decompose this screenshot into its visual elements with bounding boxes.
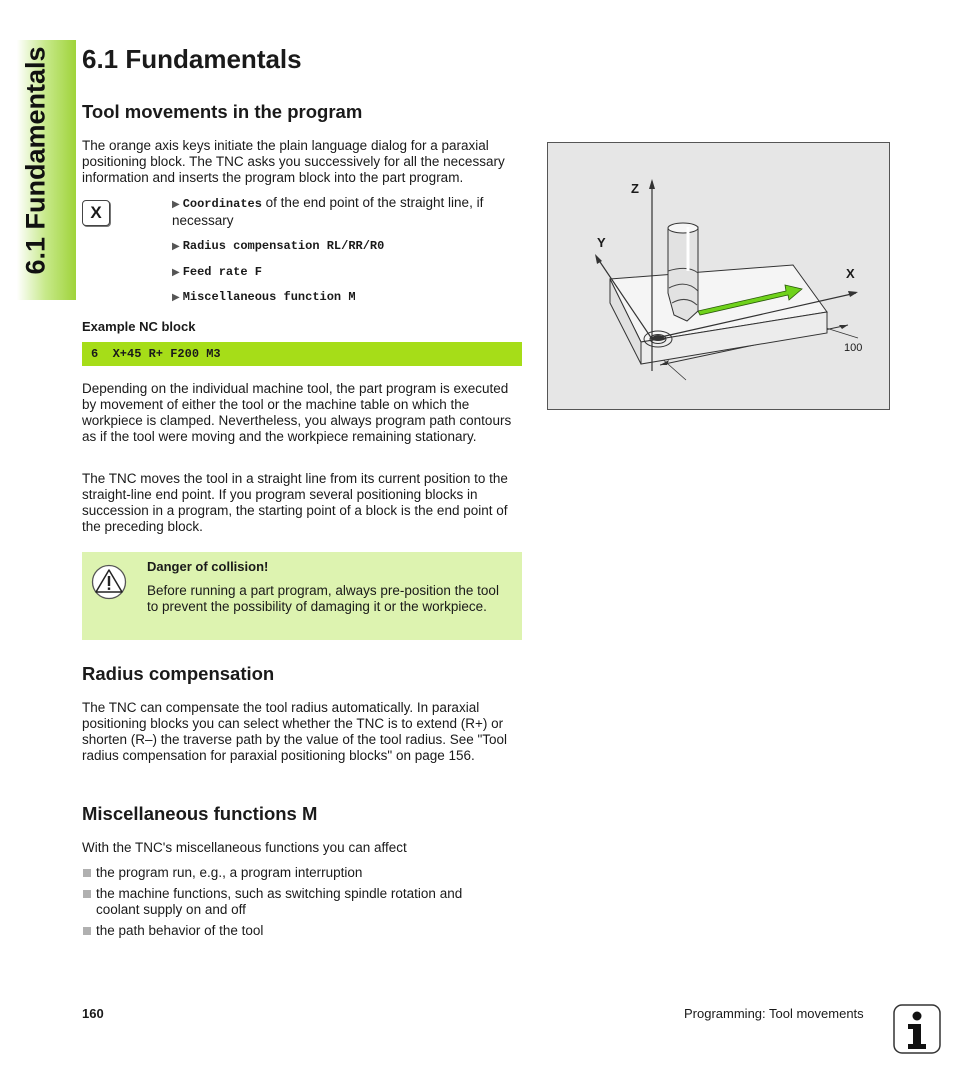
- triangle-bullet-icon: ▶: [172, 199, 180, 210]
- intro-paragraph: The orange axis keys initiate the plain language dialog for a paraxial positioning block. The TNC asks you successively for all the necessary information and inserts the program block into the part program.: [82, 138, 505, 185]
- paragraph-misc-intro: With the TNC's miscellaneous functions you can affect: [82, 840, 407, 855]
- paragraph-straight-line: The TNC moves the tool in a straight line from its current position to the straight-line end point. If you program several positioning blocks in succession in a program, the starting point of a block is the end point of the preceding block.: [82, 471, 508, 534]
- dimension-label: 100: [844, 342, 863, 354]
- warning-title: Danger of collision!: [147, 559, 269, 574]
- axis-label-y: Y: [597, 235, 606, 250]
- triangle-bullet-icon: ▶: [172, 292, 180, 303]
- page-number: 160: [82, 1006, 104, 1021]
- warning-text: Before running a part program, always pre-position the tool to prevent the possibility of damaging it or the workpiece.: [147, 583, 499, 614]
- info-icon: [893, 1004, 941, 1054]
- nc-block-bar: [82, 342, 522, 366]
- section-heading-radius-compensation: Radius compensation: [82, 663, 275, 684]
- axis-label-z: Z: [631, 181, 639, 196]
- list-item: [82, 865, 522, 881]
- axis-label-x: X: [846, 266, 855, 281]
- square-bullet-icon: [83, 869, 91, 877]
- nc-block-code: 6 X+45 R+ F200 M3: [91, 347, 221, 361]
- section-heading-tool-movements: Tool movements in the program: [82, 101, 363, 122]
- page-title: 6.1 Fundamentals: [82, 44, 302, 74]
- warning-triangle-icon: [91, 564, 127, 600]
- square-bullet-icon: [83, 927, 91, 935]
- dialog-step: [172, 237, 512, 255]
- step-code: Feed rate F: [182, 265, 262, 279]
- step-code: Coordinates: [182, 197, 262, 211]
- x-axis-key-icon: [82, 200, 110, 226]
- x-key-label: X: [90, 203, 102, 222]
- list-item-text: the path behavior of the tool: [96, 923, 264, 938]
- list-item-text: the machine functions, such as switching spindle rotation and coolant supply on and off: [96, 886, 463, 917]
- paragraph-machine-movement: Depending on the individual machine tool, the part program is executed by movement of either the tool or the machine table on which the workpiece is clamped. Nevertheless, you always program path contours as if the tool were moving and the workpiece remaining stationary.: [82, 381, 512, 444]
- section-heading-misc-functions: Miscellaneous functions M: [82, 803, 318, 824]
- footer-chapter: Programming: Tool movements: [684, 1006, 864, 1021]
- dialog-step: [172, 263, 512, 281]
- dialog-step: [172, 195, 512, 229]
- step-code: Radius compensation RL/RR/R0: [182, 239, 385, 253]
- list-item: [82, 886, 502, 918]
- step-text: of the end point of the straight line, if necessary: [172, 195, 484, 228]
- example-label: Example NC block: [82, 319, 196, 334]
- square-bullet-icon: [83, 890, 91, 898]
- side-tab: [6, 45, 66, 275]
- step-code: Miscellaneous function M: [182, 290, 356, 304]
- figure-drawing: [548, 143, 889, 409]
- paragraph-radius-compensation: The TNC can compensate the tool radius automatically. In paraxial positioning blocks you can select whether the TNC is to extend (R+) or shorten (R–) the traverse path by the value of the tool radius. See "Tool radius compensation for paraxial positioning blocks" on page 156.: [82, 700, 508, 763]
- list-item: [82, 923, 522, 939]
- side-tab-label: 6.1 Fundamentals: [20, 45, 51, 275]
- triangle-bullet-icon: ▶: [172, 241, 180, 252]
- list-item-text: the program run, e.g., a program interruption: [96, 865, 363, 880]
- triangle-bullet-icon: ▶: [172, 267, 180, 278]
- dialog-step: [172, 288, 512, 306]
- tool-movement-figure: [547, 142, 890, 410]
